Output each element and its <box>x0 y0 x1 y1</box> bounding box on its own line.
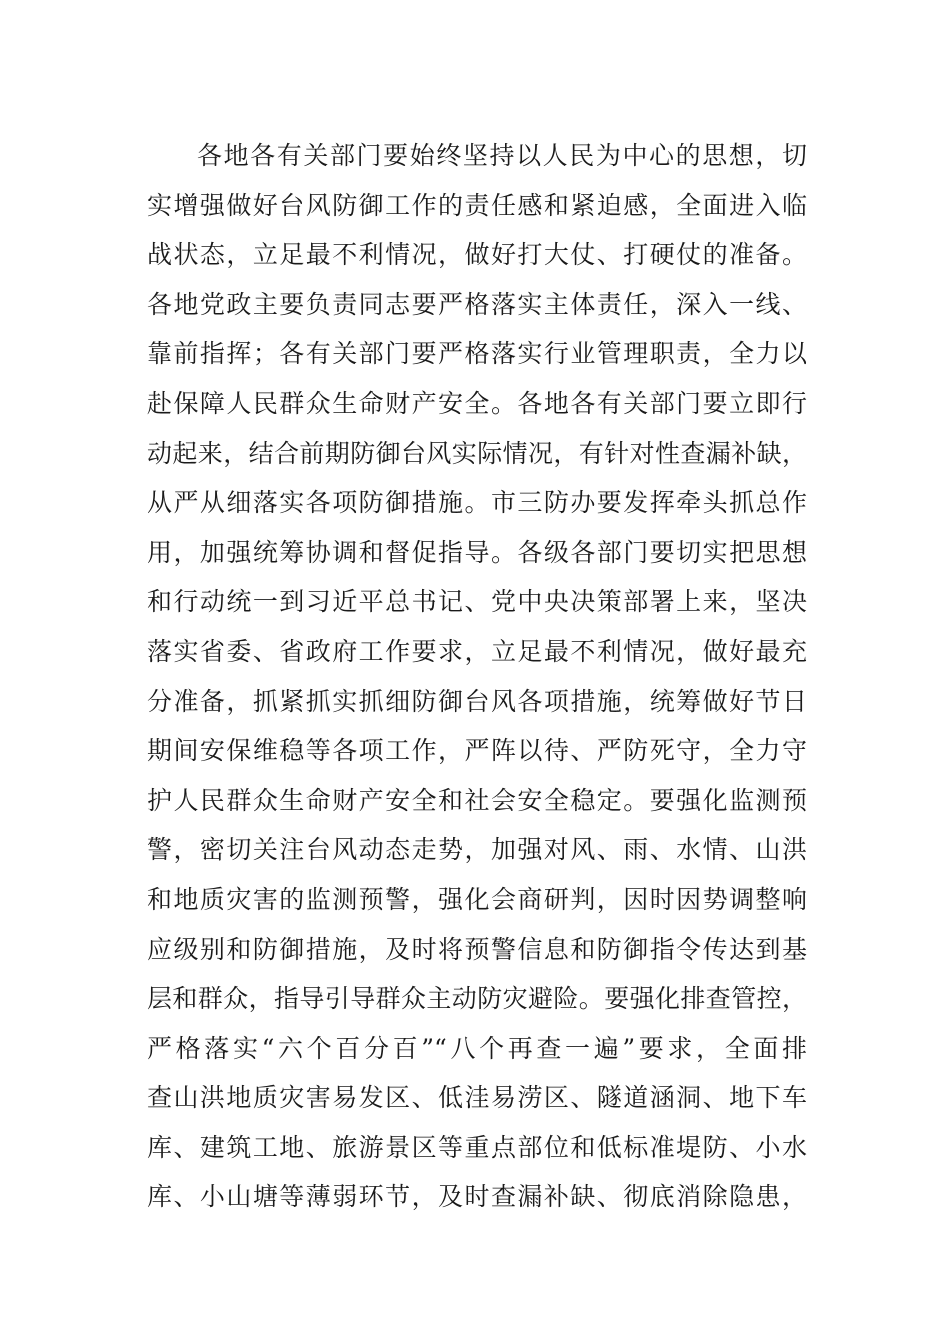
text-line: 和地质灾害的监测预警，强化会商研判，因时因势调整响 <box>147 884 807 914</box>
text-line: 严格落实“六个百分百”“八个再查一遍”要求，全面排 <box>147 1033 807 1063</box>
text-line: 各地各有关部门要始终坚持以人民为中心的思想，切 <box>197 141 807 170</box>
text-line: 护人民群众生命财产安全和社会安全稳定。要强化监测预 <box>147 785 807 815</box>
text-line: 靠前指挥；各有关部门要严格落实行业管理职责，全力以 <box>147 339 807 369</box>
text-line: 期间安保维稳等各项工作，严阵以待、严防死守，全力守 <box>147 736 807 766</box>
text-line: 落实省委、省政府工作要求，立足最不利情况，做好最充 <box>147 636 807 666</box>
text-line: 分准备，抓紧抓实抓细防御台风各项措施，统筹做好节日 <box>147 686 807 716</box>
text-line: 赴保障人民群众生命财产安全。各地各有关部门要立即行 <box>147 388 807 418</box>
text-line: 和行动统一到习近平总书记、党中央决策部署上来，坚决 <box>147 587 807 617</box>
text-line: 警，密切关注台风动态走势，加强对风、雨、水情、山洪 <box>147 835 807 865</box>
text-line: 用，加强统筹协调和督促指导。各级各部门要切实把思想 <box>147 537 807 567</box>
text-line: 各地党政主要负责同志要严格落实主体责任，深入一线、 <box>147 289 807 319</box>
text-line: 实增强做好台风防御工作的责任感和紧迫感，全面进入临 <box>147 190 807 220</box>
text-line: 库、建筑工地、旅游景区等重点部位和低标准堤防、小水 <box>147 1132 807 1162</box>
body-paragraph <box>147 131 807 1222</box>
text-line: 从严从细落实各项防御措施。市三防办要发挥牵头抓总作 <box>147 488 807 518</box>
text-line: 动起来，结合前期防御台风实际情况，有针对性查漏补缺， <box>147 438 807 468</box>
text-line: 战状态，立足最不利情况，做好打大仗、打硬仗的准备。 <box>147 240 807 270</box>
text-line: 层和群众，指导引导群众主动防灾避险。要强化排查管控， <box>147 984 807 1014</box>
text-line: 查山洪地质灾害易发区、低洼易涝区、隧道涵洞、地下车 <box>147 1083 807 1113</box>
text-line: 应级别和防御措施，及时将预警信息和防御指令传达到基 <box>147 934 807 964</box>
text-line: 库、小山塘等薄弱环节，及时查漏补缺、彻底消除隐患， <box>147 1182 807 1212</box>
